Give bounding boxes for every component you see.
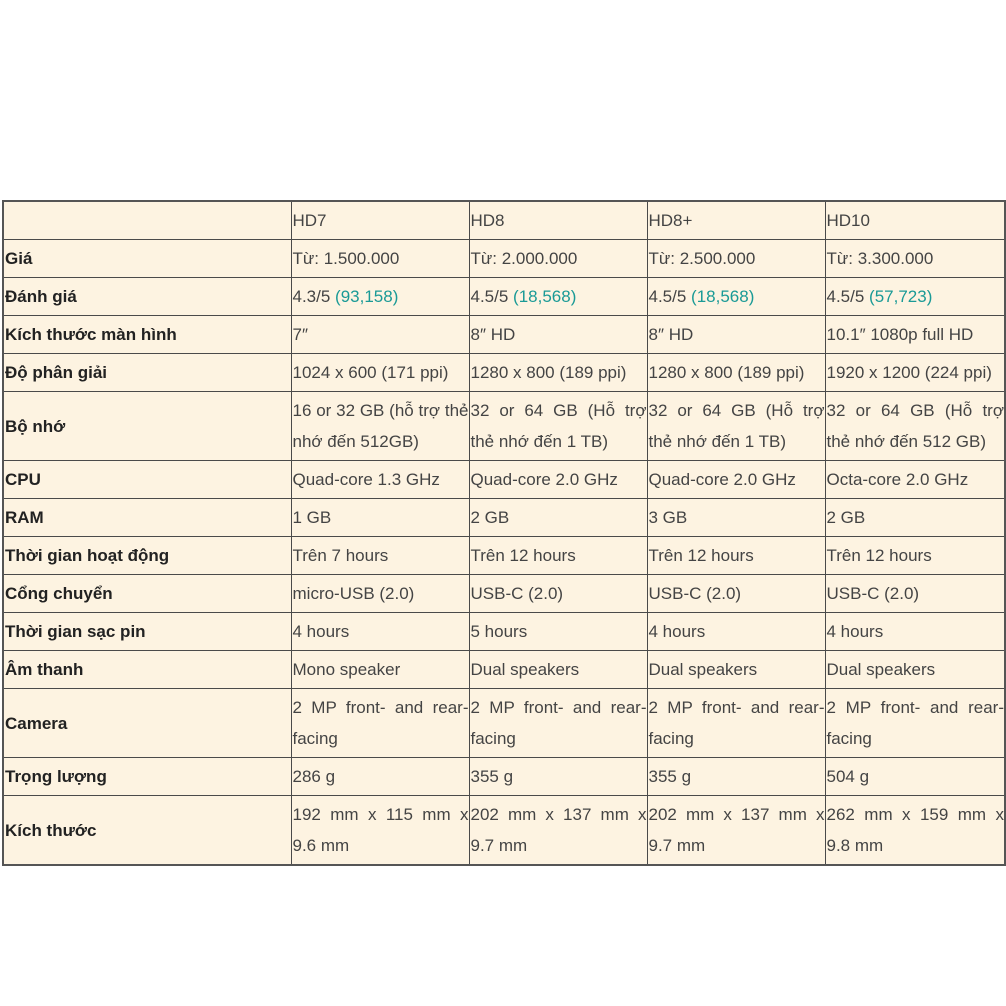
row-label: Thời gian hoạt động: [3, 537, 291, 575]
review-count-link[interactable]: (93,158): [335, 287, 399, 306]
row-price: [3, 240, 1005, 278]
cell-hd7: Trên 7 hours: [291, 537, 469, 575]
row-rating: [3, 278, 1005, 316]
cell-hd8: USB-C (2.0): [469, 575, 647, 613]
cell-hd8: 2 GB: [469, 499, 647, 537]
cell-hd7: 4 hours: [291, 613, 469, 651]
cell-hd8-plus: 8″ HD: [647, 316, 825, 354]
rating-score: 4.5/5: [648, 287, 687, 306]
cell-hd8: 32 or 64 GB (Hỗ trợ thẻ nhớ đến 1 TB): [469, 392, 647, 461]
cell-hd7: 2 MP front- and rear-facing: [291, 689, 469, 758]
cell-hd8: Trên 12 hours: [469, 537, 647, 575]
header-corner-cell: [3, 201, 291, 240]
row-label: Trọng lượng: [3, 758, 291, 796]
cell-hd10: Dual speakers: [825, 651, 1005, 689]
cell-hd8-plus: Dual speakers: [647, 651, 825, 689]
cell-hd7: [291, 278, 469, 316]
cell-hd7: 192 mm x 115 mm x 9.6 mm: [291, 796, 469, 866]
spec-table-body: [3, 201, 1005, 865]
cell-hd8: Quad-core 2.0 GHz: [469, 461, 647, 499]
row-audio: [3, 651, 1005, 689]
cell-hd10: Octa-core 2.0 GHz: [825, 461, 1005, 499]
cell-hd7: micro-USB (2.0): [291, 575, 469, 613]
rating-score: 4.3/5: [292, 287, 331, 306]
review-count-link[interactable]: (57,723): [869, 287, 933, 306]
cell-hd8-plus: Quad-core 2.0 GHz: [647, 461, 825, 499]
row-screen-size: [3, 316, 1005, 354]
cell-hd8-plus: 1280 x 800 (189 ppi): [647, 354, 825, 392]
row-ram: [3, 499, 1005, 537]
cell-hd8-plus: 202 mm x 137 mm x 9.7 mm: [647, 796, 825, 866]
cell-hd8: 8″ HD: [469, 316, 647, 354]
row-battery-life: [3, 537, 1005, 575]
cell-hd10: 4 hours: [825, 613, 1005, 651]
cell-hd10: 262 mm x 159 mm x 9.8 mm: [825, 796, 1005, 866]
row-label: Giá: [3, 240, 291, 278]
row-label: RAM: [3, 499, 291, 537]
row-resolution: [3, 354, 1005, 392]
review-count-link[interactable]: (18,568): [691, 287, 755, 306]
cell-hd10: [825, 278, 1005, 316]
row-charge-time: [3, 613, 1005, 651]
row-label: Độ phân giải: [3, 354, 291, 392]
cell-hd8-plus: [647, 278, 825, 316]
model-header-hd8-plus: HD8+: [647, 201, 825, 240]
cell-hd8-plus: 32 or 64 GB (Hỗ trợ thẻ nhớ đến 1 TB): [647, 392, 825, 461]
cell-hd10: USB-C (2.0): [825, 575, 1005, 613]
cell-hd10: Từ: 3.300.000: [825, 240, 1005, 278]
cell-hd10: 1920 x 1200 (224 ppi): [825, 354, 1005, 392]
cell-hd8-plus: 355 g: [647, 758, 825, 796]
cell-hd8: [469, 278, 647, 316]
cell-hd10: 504 g: [825, 758, 1005, 796]
cell-hd10: 2 MP front- and rear-facing: [825, 689, 1005, 758]
spec-comparison-table: [2, 200, 1006, 866]
model-header-hd10: HD10: [825, 201, 1005, 240]
cell-hd7: 1024 x 600 (171 ppi): [291, 354, 469, 392]
row-label: Đánh giá: [3, 278, 291, 316]
cell-hd8-plus: Trên 12 hours: [647, 537, 825, 575]
row-label: Kích thước màn hình: [3, 316, 291, 354]
cell-hd7: 16 or 32 GB (hỗ trợ thẻ nhớ đến 512GB): [291, 392, 469, 461]
row-label: Cổng chuyển: [3, 575, 291, 613]
cell-hd10: 10.1″ 1080p full HD: [825, 316, 1005, 354]
cell-hd7: 7″: [291, 316, 469, 354]
cell-hd7: 286 g: [291, 758, 469, 796]
cell-hd8: 5 hours: [469, 613, 647, 651]
cell-hd10: Trên 12 hours: [825, 537, 1005, 575]
row-label: Thời gian sạc pin: [3, 613, 291, 651]
row-label: Kích thước: [3, 796, 291, 866]
cell-hd8: Từ: 2.000.000: [469, 240, 647, 278]
row-cpu: [3, 461, 1005, 499]
cell-hd8-plus: 4 hours: [647, 613, 825, 651]
cell-hd7: Từ: 1.500.000: [291, 240, 469, 278]
cell-hd10: 2 GB: [825, 499, 1005, 537]
row-label: Camera: [3, 689, 291, 758]
model-header-hd7: HD7: [291, 201, 469, 240]
row-camera: [3, 689, 1005, 758]
cell-hd8-plus: USB-C (2.0): [647, 575, 825, 613]
row-dimensions: [3, 796, 1005, 866]
row-label: CPU: [3, 461, 291, 499]
cell-hd8-plus: Từ: 2.500.000: [647, 240, 825, 278]
row-label: Bộ nhớ: [3, 392, 291, 461]
rating-score: 4.5/5: [470, 287, 509, 306]
cell-hd7: Quad-core 1.3 GHz: [291, 461, 469, 499]
header-row: [3, 201, 1005, 240]
row-label: Âm thanh: [3, 651, 291, 689]
cell-hd7: Mono speaker: [291, 651, 469, 689]
row-storage: [3, 392, 1005, 461]
cell-hd10: 32 or 64 GB (Hỗ trợ thẻ nhớ đến 512 GB): [825, 392, 1005, 461]
model-header-hd8: HD8: [469, 201, 647, 240]
cell-hd8-plus: 3 GB: [647, 499, 825, 537]
cell-hd8: 202 mm x 137 mm x 9.7 mm: [469, 796, 647, 866]
cell-hd8: 1280 x 800 (189 ppi): [469, 354, 647, 392]
cell-hd8-plus: 2 MP front- and rear-facing: [647, 689, 825, 758]
review-count-link[interactable]: (18,568): [513, 287, 577, 306]
row-weight: [3, 758, 1005, 796]
cell-hd8: 355 g: [469, 758, 647, 796]
cell-hd7: 1 GB: [291, 499, 469, 537]
row-port: [3, 575, 1005, 613]
rating-score: 4.5/5: [826, 287, 865, 306]
cell-hd8: Dual speakers: [469, 651, 647, 689]
cell-hd8: 2 MP front- and rear-facing: [469, 689, 647, 758]
